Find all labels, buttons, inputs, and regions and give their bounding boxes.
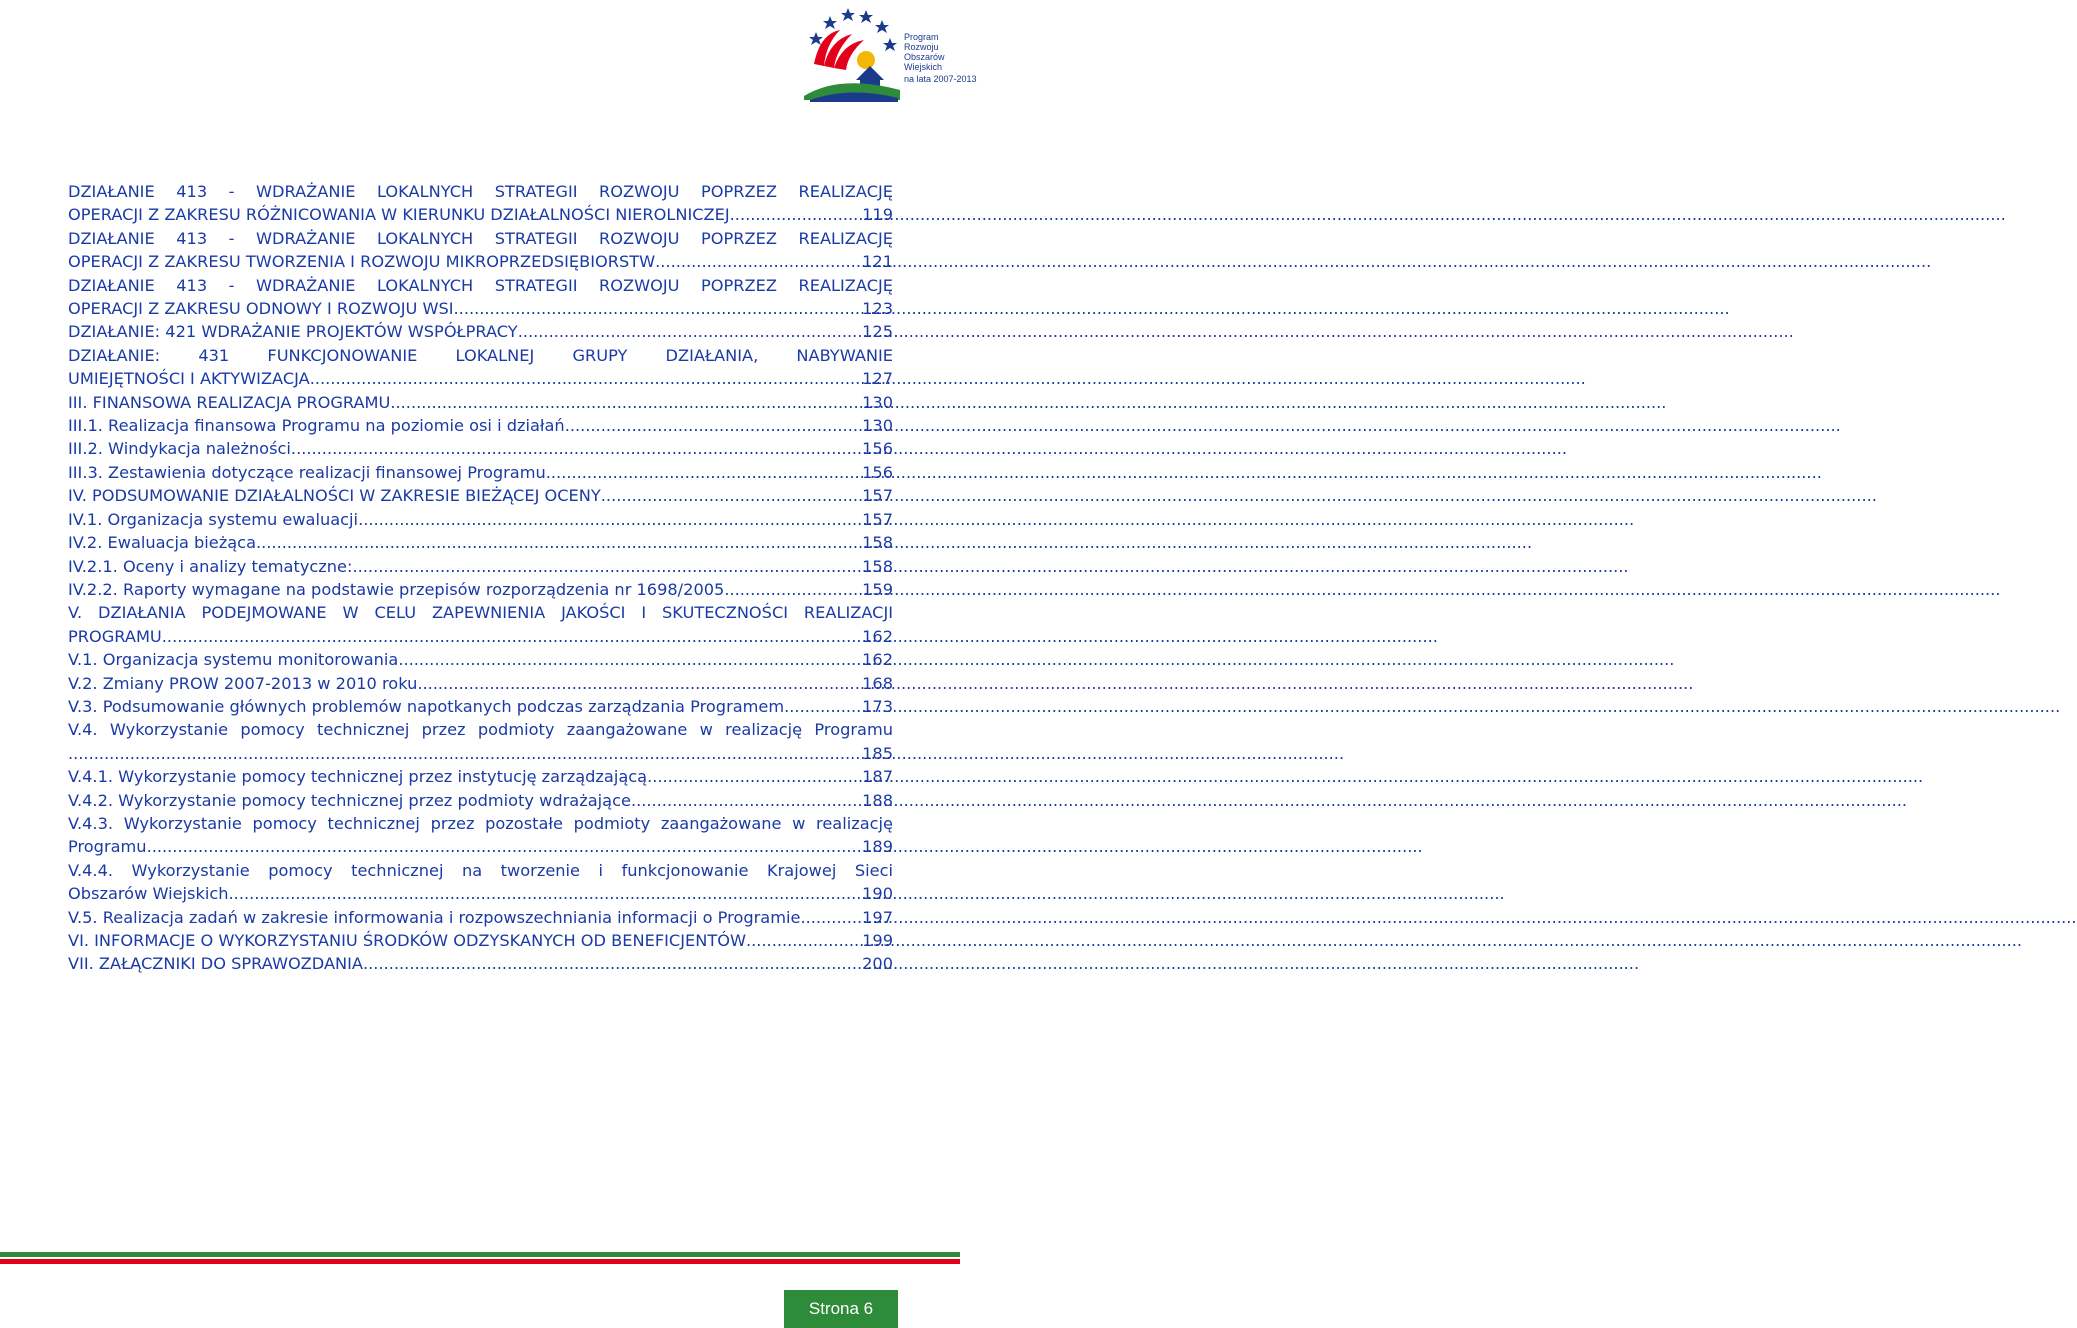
toc-entry-line[interactable]: V. DZIAŁANIA PODEJMOWANE W CELU ZAPEWNIENIA JAKOŚCI I SKUTECZNOŚCI REALIZACJI	[68, 603, 893, 623]
toc-entry-title: III. FINANSOWA REALIZACJA PROGRAMU	[68, 392, 391, 412]
toc-leader-dots	[631, 789, 862, 812]
toc-leader-dots	[454, 297, 863, 320]
toc-entry[interactable]	[68, 391, 893, 414]
toc-page-number: 189	[862, 837, 893, 857]
page-number-box: Strona 6	[784, 1290, 898, 1328]
toc-page-number: 123	[862, 299, 893, 319]
toc-entry[interactable]	[68, 414, 893, 437]
toc-entry[interactable]	[68, 250, 893, 273]
toc-page-number: 158	[862, 556, 893, 576]
logo-line-obszarow: Obszarów	[904, 52, 945, 62]
toc-page-number: 173	[862, 696, 893, 716]
toc-entry-title: V.2. Zmiany PROW 2007-2013 w 2010 roku	[68, 673, 418, 693]
toc-page-number: 159	[862, 579, 893, 599]
toc-page-number: 130	[862, 416, 893, 436]
toc-entry-line[interactable]: V.4.3. Wykorzystanie pomocy technicznej przez pozostałe podmioty zaangażowane w realizację	[68, 813, 893, 833]
logo-line-years: na lata 2007-2013	[904, 74, 977, 84]
toc-page-number: 197	[862, 907, 893, 927]
toc-entry-line[interactable]: V.4. Wykorzystanie pomocy technicznej przez podmioty zaangażowane w realizację Programu	[68, 720, 893, 740]
toc-entry[interactable]	[68, 672, 893, 695]
toc-entry-line[interactable]: DZIAŁANIE 413 - WDRAŻANIE LOKALNYCH STRATEGII ROZWOJU POPRZEZ REALIZACJĘ	[68, 182, 893, 201]
toc-page-number: 156	[862, 439, 893, 459]
toc-page-number: 190	[862, 884, 893, 904]
toc-leader-dots	[647, 765, 862, 788]
toc-entry[interactable]	[68, 695, 893, 718]
toc-entry-title: VII. ZAŁĄCZNIKI DO SPRAWOZDANIA	[68, 954, 363, 974]
toc-leader-dots	[162, 625, 862, 648]
toc-entry[interactable]	[68, 367, 893, 390]
toc-entry[interactable]	[68, 882, 893, 905]
toc-leader-dots	[746, 929, 862, 952]
toc-entry-title: IV.1. Organizacja systemu ewaluacji	[68, 509, 359, 529]
toc-entry[interactable]	[68, 929, 893, 952]
toc-entry[interactable]	[68, 508, 893, 531]
footer-stripe-green	[0, 1252, 960, 1257]
toc-entry[interactable]	[68, 461, 893, 484]
toc-entry-title: UMIEJĘTNOŚCI I AKTYWIZACJA	[68, 369, 310, 389]
toc-entry-title: IV.2. Ewaluacja bieżąca	[68, 533, 256, 553]
footer-stripe-red	[0, 1259, 960, 1264]
toc-leader-dots	[68, 742, 862, 765]
toc-entry[interactable]	[68, 952, 893, 975]
toc-leader-dots	[800, 906, 862, 929]
toc-entry-title: V.4.2. Wykorzystanie pomocy technicznej przez podmioty wdrażające	[68, 790, 631, 810]
toc-leader-dots	[256, 531, 862, 554]
toc-page-number: 162	[862, 650, 893, 670]
toc-leader-dots	[147, 835, 863, 858]
toc-entry-title: Obszarów Wiejskich	[68, 884, 229, 904]
toc-entry[interactable]	[68, 297, 893, 320]
toc-entry-title: IV.2.2. Raporty wymagane na podstawie przepisów rozporządzenia nr 1698/2005	[68, 579, 725, 599]
toc-page-number: 156	[862, 462, 893, 482]
toc-entry[interactable]	[68, 531, 893, 554]
toc-entry-line[interactable]: DZIAŁANIE 413 - WDRAŻANIE LOKALNYCH STRATEGII ROZWOJU POPRZEZ REALIZACJĘ	[68, 228, 893, 248]
toc-page-number: 199	[862, 931, 893, 950]
toc-leader-dots	[518, 320, 862, 343]
toc-page-number: 188	[862, 790, 893, 810]
toc-page-number: 119	[862, 205, 893, 225]
toc-leader-dots	[398, 648, 862, 671]
toc-entry[interactable]	[68, 555, 893, 578]
toc-entry[interactable]	[68, 789, 893, 812]
toc-leader-dots	[784, 695, 862, 718]
toc-entry[interactable]	[68, 625, 893, 648]
prow-logo	[800, 4, 977, 104]
toc-entry-line[interactable]: V.4.4. Wykorzystanie pomocy technicznej na tworzenie i funkcjonowanie Krajowej Sieci	[68, 860, 893, 880]
toc-entry[interactable]	[68, 437, 893, 460]
toc-page-number: 158	[862, 533, 893, 553]
toc-leader-dots	[601, 484, 862, 507]
toc-entry[interactable]	[68, 203, 893, 226]
toc-entry[interactable]	[68, 578, 893, 601]
toc-page-number: 187	[862, 767, 893, 787]
toc-entry[interactable]	[68, 648, 893, 671]
toc-entry-title: III.1. Realizacja finansowa Programu na poziomie osi i działań	[68, 416, 565, 436]
toc-entry-title: IV. PODSUMOWANIE DZIAŁALNOŚCI W ZAKRESIE BIEŻĄCEJ OCENY	[68, 486, 601, 506]
toc-leader-dots	[565, 414, 862, 437]
toc-entry[interactable]	[68, 484, 893, 507]
toc-entry-title: Programu	[68, 837, 147, 857]
toc-page-number: 127	[862, 369, 893, 389]
logo-emblem-icon	[800, 4, 904, 104]
toc-entry-title: PROGRAMU	[68, 626, 162, 646]
toc-leader-dots	[291, 437, 862, 460]
toc-entry-title: V.1. Organizacja systemu monitorowania	[68, 650, 399, 670]
toc-leader-dots	[352, 555, 862, 578]
toc-entry-title: V.3. Podsumowanie głównych problemów napotkanych podczas zarządzania Programem	[68, 696, 785, 716]
toc-leader-dots	[417, 672, 862, 695]
logo-line-rozwoju: Rozwoju	[904, 42, 939, 52]
toc-leader-dots	[724, 578, 862, 601]
toc-leader-dots	[546, 461, 862, 484]
toc-leader-dots	[229, 882, 863, 905]
toc-entry-title: III.2. Windykacja należności	[68, 439, 291, 459]
toc-entry-line[interactable]: DZIAŁANIE 413 - WDRAŻANIE LOKALNYCH STRATEGII ROZWOJU POPRZEZ REALIZACJĘ	[68, 275, 893, 295]
toc-entry[interactable]	[68, 765, 893, 788]
logo-line-wiejskich: Wiejskich	[904, 62, 943, 72]
toc-leader-dots	[363, 952, 862, 975]
toc-page-number: 157	[862, 509, 893, 529]
toc-page-number: 162	[862, 626, 893, 646]
toc-entry-title: OPERACJI Z ZAKRESU ODNOWY I ROZWOJU WSI	[68, 299, 454, 319]
toc-page-number: 185	[862, 743, 893, 763]
toc-leader-dots	[730, 203, 862, 226]
toc-entry[interactable]	[68, 835, 893, 858]
toc-leader-dots	[390, 391, 862, 414]
toc-page-number: 130	[862, 392, 893, 412]
toc-page-number: 200	[862, 954, 893, 974]
toc-page-number: 121	[862, 252, 893, 272]
toc-entry[interactable]	[68, 742, 893, 765]
toc-entry-title: OPERACJI Z ZAKRESU TWORZENIA I ROZWOJU MIKROPRZEDSIĘBIORSTW	[68, 252, 656, 272]
toc-entry-title: III.3. Zestawienia dotyczące realizacji finansowej Programu	[68, 462, 546, 482]
toc-entry-title: OPERACJI Z ZAKRESU RÓŻNICOWANIA W KIERUNKU DZIAŁALNOŚCI NIEROLNICZEJ	[68, 205, 730, 225]
toc-entry-title: DZIAŁANIE: 421 WDRAŻANIE PROJEKTÓW WSPÓŁPRACY	[68, 322, 518, 342]
toc-leader-dots	[310, 367, 862, 390]
toc-entry-title: V.5. Realizacja zadań w zakresie informowania i rozpowszechniania informacji o Programie	[68, 907, 801, 927]
toc-leader-dots	[655, 250, 862, 273]
table-of-contents	[68, 180, 893, 976]
toc-entry[interactable]	[68, 320, 893, 343]
logo-line-program: Program	[904, 32, 939, 42]
toc-entry-title: V.4.1. Wykorzystanie pomocy technicznej przez instytucję zarządzającą	[68, 767, 648, 787]
toc-page-number: 168	[862, 673, 893, 693]
toc-entry-title: VI. INFORMACJE O WYKORZYSTANIU ŚRODKÓW ODZYSKANYCH OD BENEFICJENTÓW	[68, 931, 746, 950]
toc-entry-line[interactable]: DZIAŁANIE: 431 FUNKCJONOWANIE LOKALNEJ GRUPY DZIAŁANIA, NABYWANIE	[68, 345, 893, 365]
logo-text	[904, 32, 977, 84]
toc-entry[interactable]	[68, 906, 893, 929]
toc-leader-dots	[358, 508, 862, 531]
toc-page-number: 125	[862, 322, 893, 342]
toc-entry-title: IV.2.1. Oceny i analizy tematyczne:	[68, 556, 353, 576]
toc-page-number: 157	[862, 486, 893, 506]
